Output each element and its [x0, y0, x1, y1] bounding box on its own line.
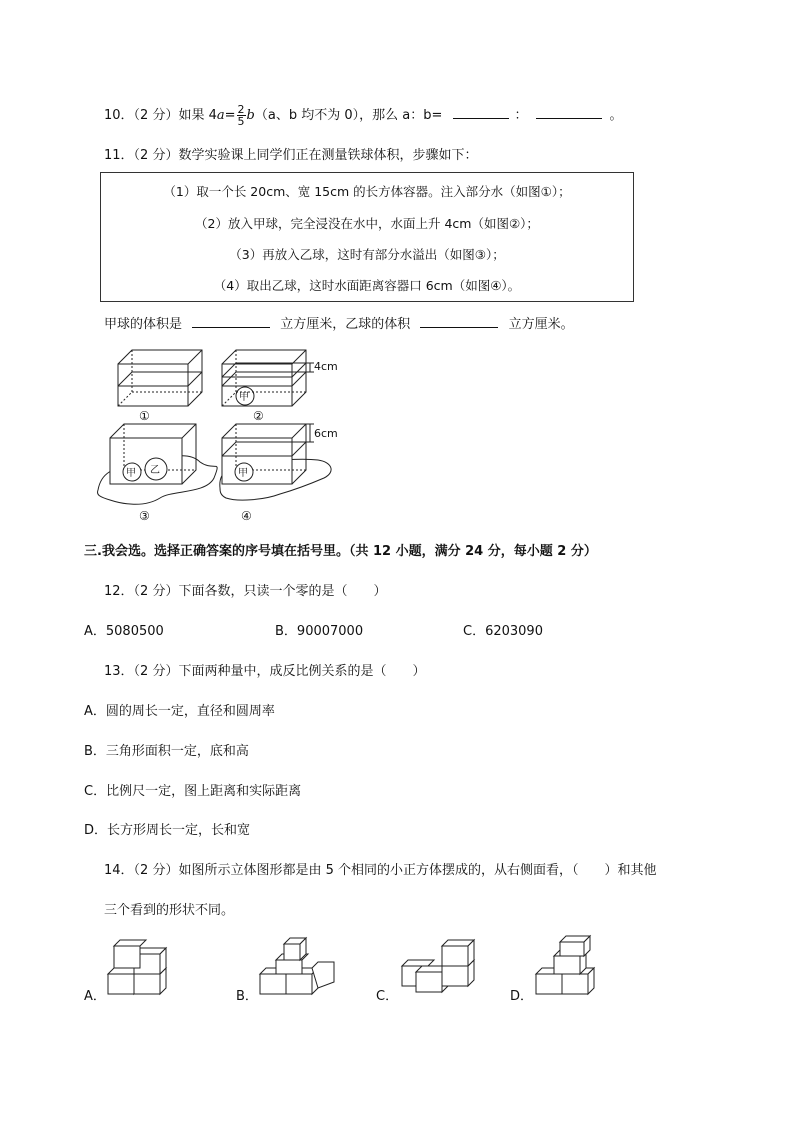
caption-3: ③ — [139, 509, 150, 523]
container-1 — [118, 350, 202, 406]
step-4: （4）取出乙球，这时水面距离容器口 6cm（如图④）。 — [213, 278, 521, 293]
question-lead: 如果 4 — [178, 108, 217, 123]
cube-figure-d — [536, 936, 594, 994]
option-d[interactable]: D．长方形周长一定，长和宽 — [84, 823, 251, 838]
question-14-stem-line1: 14．（2 分）如图所示立体图形都是由 5 个相同的小正方体摆成的，从右侧面看，（ ）和其他 — [104, 863, 657, 878]
answer-prefix: 甲球的体积是 — [104, 317, 183, 332]
equals-sign: = — [224, 108, 236, 123]
answer-blank-ball-yi[interactable] — [420, 313, 498, 328]
option-c-label[interactable]: C． — [376, 989, 399, 1004]
question-13-stem: 13．（2 分）下面两种量中，成反比例关系的是（ ） — [104, 664, 426, 679]
question-score: （2 分） — [133, 108, 179, 123]
ball-yi-label: 乙 — [150, 465, 160, 476]
option-a[interactable]: A．5080500 — [84, 624, 164, 639]
cube-figure-c — [402, 940, 474, 992]
fraction — [237, 104, 246, 127]
cube-figure-a — [108, 940, 166, 994]
ball-jia-label: 甲 — [238, 468, 248, 479]
caption-1: ① — [139, 409, 150, 423]
option-d-label[interactable]: D． — [510, 989, 534, 1004]
container-4 — [222, 424, 314, 484]
cube-figures — [100, 930, 600, 1000]
question-score: （2 分） — [133, 148, 179, 163]
fraction-denominator: 5 — [237, 115, 245, 128]
question-number: 11． — [104, 148, 134, 163]
answer-blank-ratio-b[interactable] — [536, 104, 602, 119]
option-b[interactable]: B．90007000 — [275, 624, 364, 639]
steps-box — [100, 172, 634, 302]
section-heading: 三.我会选。选择正确答案的序号填在括号里。（共 12 小题，满分 24 分，每小题 2 分） — [84, 544, 597, 559]
caption-2: ② — [253, 409, 264, 423]
ball-jia-label: 甲 — [126, 468, 136, 479]
answer-blank-ball-jia[interactable] — [192, 313, 270, 328]
caption-4: ④ — [241, 509, 252, 523]
question-condition: （a、b 均不为 0），那么 a：b= — [254, 108, 443, 123]
question-10 — [104, 104, 623, 127]
step-3: （3）再放入乙球，这时有部分水溢出（如图③）； — [229, 247, 505, 262]
variable-b: b — [246, 108, 255, 123]
question-12-stem: 12．（2 分）下面各数，只读一个零的是（ ） — [104, 584, 387, 599]
question-11-stem — [104, 144, 477, 163]
ratio-separator: ： — [514, 108, 528, 123]
question-11-answer-line — [104, 313, 574, 332]
answer-unit-1: 立方厘米，乙球的体积 — [280, 317, 411, 332]
question-14-stem-line2: 三个看到的形状不同。 — [104, 903, 235, 918]
option-a-label[interactable]: A． — [84, 989, 106, 1004]
container-2 — [222, 350, 314, 406]
option-b-label[interactable]: B． — [236, 989, 258, 1004]
option-c[interactable]: C．比例尺一定，图上距离和实际距离 — [84, 784, 302, 799]
question-number: 10． — [104, 108, 134, 123]
step-2: （2）放入甲球，完全浸没在水中，水面上升 4cm（如图②）； — [195, 216, 539, 231]
option-b[interactable]: B．三角形面积一定，底和高 — [84, 744, 249, 759]
answer-blank-ratio-a[interactable] — [453, 104, 509, 119]
label-6cm: 6cm — [314, 427, 338, 440]
step-1: （1）取一个长 20cm、宽 15cm 的长方体容器。注入部分水（如图①）； — [163, 184, 571, 199]
cube-figure-b — [260, 938, 334, 994]
option-a[interactable]: A．圆的周长一定，直径和圆周率 — [84, 704, 275, 719]
variable-a: a — [216, 108, 225, 123]
ball-jia-label: 甲 — [239, 392, 249, 403]
option-c[interactable]: C．6203090 — [463, 624, 543, 639]
question-text: 数学实验课上同学们正在测量铁球体积，步骤如下： — [178, 148, 478, 163]
fraction-numerator: 2 — [237, 103, 245, 116]
label-4cm: 4cm — [314, 360, 338, 373]
container-figure — [96, 340, 356, 530]
sentence-end: 。 — [609, 108, 623, 123]
answer-unit-2: 立方厘米。 — [508, 317, 574, 332]
